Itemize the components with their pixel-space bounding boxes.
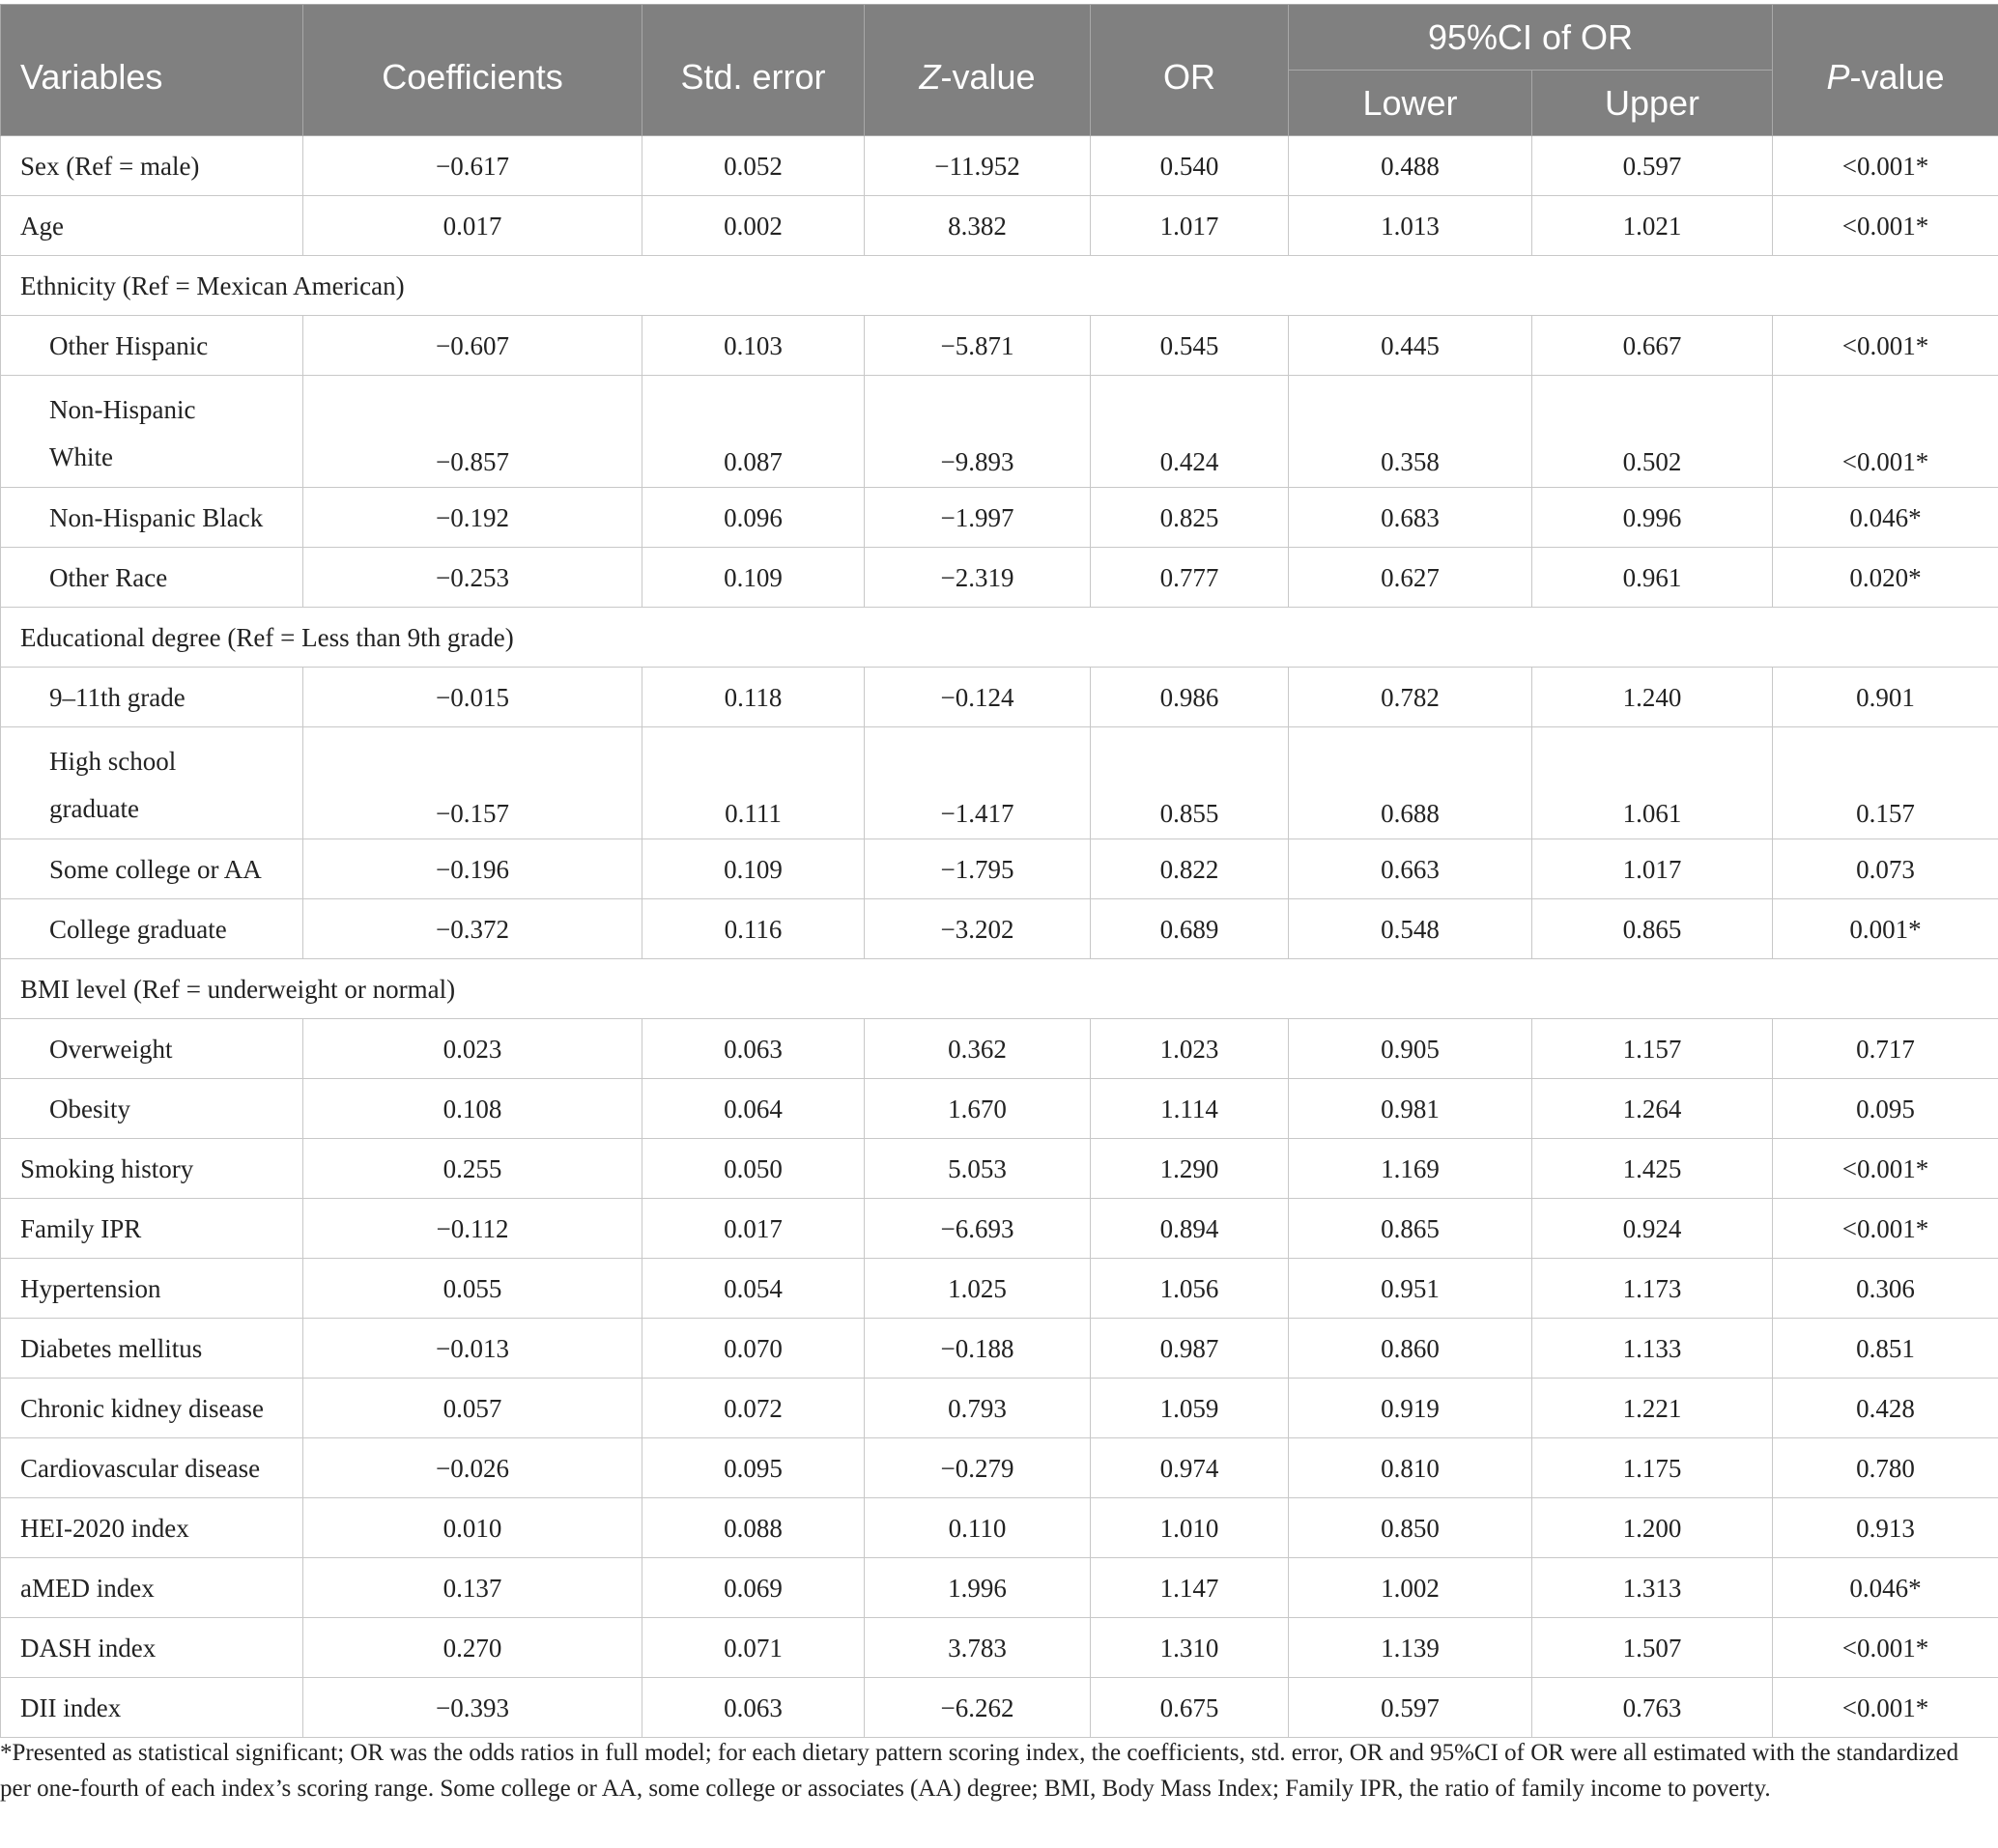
std-error-cell: 0.054 — [642, 1259, 865, 1319]
table-row — [1, 548, 1998, 608]
ci-lower-cell: 0.782 — [1289, 668, 1532, 727]
table-body — [1, 136, 1998, 1738]
z-value-cell: −2.319 — [865, 548, 1091, 608]
variable-label-line1: High school — [49, 747, 177, 776]
coefficient-cell: −0.192 — [303, 488, 642, 548]
variable-label: Family IPR — [1, 1199, 303, 1259]
p-value-cell: <0.001* — [1773, 1618, 1998, 1678]
std-error-cell: 0.063 — [642, 1678, 865, 1738]
or-cell: 0.689 — [1091, 899, 1289, 959]
ci-upper-cell: 1.313 — [1532, 1558, 1773, 1618]
coefficient-cell: −0.196 — [303, 839, 642, 899]
table-row — [1, 899, 1998, 959]
table-row — [1, 488, 1998, 548]
p-value-cell: 0.851 — [1773, 1319, 1998, 1379]
table-row — [1, 1379, 1998, 1438]
std-error-cell: 0.096 — [642, 488, 865, 548]
std-error-cell: 0.063 — [642, 1019, 865, 1079]
z-value-cell: −11.952 — [865, 136, 1091, 196]
p-value-cell: <0.001* — [1773, 196, 1998, 256]
std-error-cell: 0.002 — [642, 196, 865, 256]
coefficient-cell: 0.270 — [303, 1618, 642, 1678]
ci-lower-cell: 0.548 — [1289, 899, 1532, 959]
or-cell: 1.310 — [1091, 1618, 1289, 1678]
or-cell: 0.424 — [1091, 376, 1289, 488]
ci-upper-cell: 0.961 — [1532, 548, 1773, 608]
p-rest: -value — [1849, 56, 1945, 97]
category-label: BMI level (Ref = underweight or normal) — [1, 959, 1998, 1019]
ci-upper-cell: 1.061 — [1532, 727, 1773, 839]
z-value-cell: 5.053 — [865, 1139, 1091, 1199]
ci-upper-cell: 1.021 — [1532, 196, 1773, 256]
coefficient-cell: −0.617 — [303, 136, 642, 196]
ci-upper-cell: 0.667 — [1532, 316, 1773, 376]
z-value-cell: 1.670 — [865, 1079, 1091, 1139]
table-row — [1, 1678, 1998, 1738]
coefficient-cell: −0.112 — [303, 1199, 642, 1259]
z-value-cell: −3.202 — [865, 899, 1091, 959]
z-value-cell: 1.025 — [865, 1259, 1091, 1319]
z-value-cell: −0.279 — [865, 1438, 1091, 1498]
or-cell: 0.894 — [1091, 1199, 1289, 1259]
header-p-value — [1773, 5, 1998, 136]
ci-upper-cell: 0.502 — [1532, 376, 1773, 488]
z-value-cell: −9.893 — [865, 376, 1091, 488]
ci-upper-cell: 0.597 — [1532, 136, 1773, 196]
std-error-cell: 0.017 — [642, 1199, 865, 1259]
variable-label — [1, 376, 303, 488]
p-value-cell: 0.901 — [1773, 668, 1998, 727]
ci-lower-cell: 0.850 — [1289, 1498, 1532, 1558]
footnote: *Presented as statistical significant; OR was the odds ratios in full model; for each dietary pattern scoring index, the coefficients, std. error, OR and 95%CI of OR were all estimated with the standardized per one-fourth of each index’s scoring range. Some college or AA, some college or associates (AA) degree; BMI, Body Mass Index; Family IPR, the ratio of family income to poverty. — [0, 1740, 1959, 1802]
ci-upper-cell: 0.763 — [1532, 1678, 1773, 1738]
ci-lower-cell: 0.951 — [1289, 1259, 1532, 1319]
z-value-cell: −6.693 — [865, 1199, 1091, 1259]
variable-label: HEI-2020 index — [1, 1498, 303, 1558]
variable-label: Chronic kidney disease — [1, 1379, 303, 1438]
ci-lower-cell: 0.981 — [1289, 1079, 1532, 1139]
ci-upper-cell: 1.157 — [1532, 1019, 1773, 1079]
z-value-cell: 0.110 — [865, 1498, 1091, 1558]
p-value-cell: 0.001* — [1773, 899, 1998, 959]
or-cell: 0.545 — [1091, 316, 1289, 376]
ci-lower-cell: 1.013 — [1289, 196, 1532, 256]
table-row — [1, 1319, 1998, 1379]
or-cell: 0.986 — [1091, 668, 1289, 727]
variable-label: aMED index — [1, 1558, 303, 1618]
variable-label: DII index — [1, 1678, 303, 1738]
coefficient-cell: −0.015 — [303, 668, 642, 727]
ci-upper-cell: 1.200 — [1532, 1498, 1773, 1558]
ci-upper-cell: 1.175 — [1532, 1438, 1773, 1498]
table-row — [1, 727, 1998, 839]
ci-lower-cell: 0.860 — [1289, 1319, 1532, 1379]
variable-label-line2: graduate — [49, 794, 139, 823]
std-error-cell: 0.118 — [642, 668, 865, 727]
std-error-cell: 0.064 — [642, 1079, 865, 1139]
coefficient-cell: −0.026 — [303, 1438, 642, 1498]
header-upper: Upper — [1532, 71, 1773, 136]
std-error-cell: 0.109 — [642, 548, 865, 608]
z-value-cell: −1.417 — [865, 727, 1091, 839]
variable-label: Age — [1, 196, 303, 256]
std-error-cell: 0.111 — [642, 727, 865, 839]
ci-lower-cell: 0.358 — [1289, 376, 1532, 488]
variable-label-line1: Non-Hispanic — [49, 395, 196, 424]
coefficient-cell: 0.023 — [303, 1019, 642, 1079]
variable-label: DASH index — [1, 1618, 303, 1678]
z-value-cell: 0.362 — [865, 1019, 1091, 1079]
ci-lower-cell: 0.597 — [1289, 1678, 1532, 1738]
std-error-cell: 0.109 — [642, 839, 865, 899]
std-error-cell: 0.116 — [642, 899, 865, 959]
ci-lower-cell: 0.627 — [1289, 548, 1532, 608]
p-value-cell: 0.046* — [1773, 1558, 1998, 1618]
p-value-cell: 0.157 — [1773, 727, 1998, 839]
std-error-cell: 0.052 — [642, 136, 865, 196]
or-cell: 0.825 — [1091, 488, 1289, 548]
p-value-cell: <0.001* — [1773, 1678, 1998, 1738]
ci-upper-cell: 1.507 — [1532, 1618, 1773, 1678]
variable-label: Smoking history — [1, 1139, 303, 1199]
coefficient-cell: 0.255 — [303, 1139, 642, 1199]
variable-label: Other Hispanic — [1, 316, 303, 376]
coefficient-cell: −0.607 — [303, 316, 642, 376]
coefficient-cell: 0.057 — [303, 1379, 642, 1438]
variable-label: Diabetes mellitus — [1, 1319, 303, 1379]
ci-lower-cell: 0.905 — [1289, 1019, 1532, 1079]
std-error-cell: 0.095 — [642, 1438, 865, 1498]
table-row — [1, 1259, 1998, 1319]
ci-lower-cell: 0.445 — [1289, 316, 1532, 376]
ci-lower-cell: 0.865 — [1289, 1199, 1532, 1259]
table-row — [1, 136, 1998, 196]
p-value-cell: 0.428 — [1773, 1379, 1998, 1438]
or-cell: 1.023 — [1091, 1019, 1289, 1079]
header-std-error: Std. error — [642, 5, 865, 136]
p-value-cell: 0.046* — [1773, 488, 1998, 548]
std-error-cell: 0.050 — [642, 1139, 865, 1199]
p-value-cell: 0.095 — [1773, 1079, 1998, 1139]
ci-lower-cell: 0.683 — [1289, 488, 1532, 548]
ci-lower-cell: 0.810 — [1289, 1438, 1532, 1498]
or-cell: 0.987 — [1091, 1319, 1289, 1379]
p-value-cell: 0.780 — [1773, 1438, 1998, 1498]
std-error-cell: 0.071 — [642, 1618, 865, 1678]
category-label: Educational degree (Ref = Less than 9th grade) — [1, 608, 1998, 668]
ci-upper-cell: 1.425 — [1532, 1139, 1773, 1199]
p-value-cell: 0.306 — [1773, 1259, 1998, 1319]
z-value-cell: 0.793 — [865, 1379, 1091, 1438]
or-cell: 1.059 — [1091, 1379, 1289, 1438]
or-cell: 0.974 — [1091, 1438, 1289, 1498]
ci-upper-cell: 1.221 — [1532, 1379, 1773, 1438]
p-value-cell: <0.001* — [1773, 316, 1998, 376]
ci-lower-cell: 0.663 — [1289, 839, 1532, 899]
table-row — [1, 1438, 1998, 1498]
z-value-cell: −0.124 — [865, 668, 1091, 727]
std-error-cell: 0.069 — [642, 1558, 865, 1618]
ci-upper-cell: 1.017 — [1532, 839, 1773, 899]
header-z-value — [865, 5, 1091, 136]
std-error-cell: 0.072 — [642, 1379, 865, 1438]
std-error-cell: 0.103 — [642, 316, 865, 376]
or-cell: 1.114 — [1091, 1079, 1289, 1139]
category-label: Ethnicity (Ref = Mexican American) — [1, 256, 1998, 316]
table-row — [1, 1199, 1998, 1259]
or-cell: 1.010 — [1091, 1498, 1289, 1558]
std-error-cell: 0.088 — [642, 1498, 865, 1558]
z-value-cell: −5.871 — [865, 316, 1091, 376]
ci-upper-cell: 0.865 — [1532, 899, 1773, 959]
ci-upper-cell: 1.264 — [1532, 1079, 1773, 1139]
table-row — [1, 839, 1998, 899]
ci-lower-cell: 0.919 — [1289, 1379, 1532, 1438]
variable-label: Hypertension — [1, 1259, 303, 1319]
or-cell: 0.855 — [1091, 727, 1289, 839]
table-row — [1, 316, 1998, 376]
variable-label: Obesity — [1, 1079, 303, 1139]
variable-label: Other Race — [1, 548, 303, 608]
or-cell: 1.147 — [1091, 1558, 1289, 1618]
table-row — [1, 196, 1998, 256]
coefficient-cell: 0.055 — [303, 1259, 642, 1319]
variable-label: 9–11th grade — [1, 668, 303, 727]
p-value-cell: 0.717 — [1773, 1019, 1998, 1079]
p-value-cell: <0.001* — [1773, 1139, 1998, 1199]
or-cell: 1.290 — [1091, 1139, 1289, 1199]
table-row — [1, 1618, 1998, 1678]
coefficient-cell: 0.108 — [303, 1079, 642, 1139]
variable-label-line2: White — [49, 442, 113, 471]
p-value-cell: 0.073 — [1773, 839, 1998, 899]
z-value-cell: 8.382 — [865, 196, 1091, 256]
variable-label: Sex (Ref = male) — [1, 136, 303, 196]
regression-table — [0, 4, 1998, 1738]
z-value-cell: −6.262 — [865, 1678, 1091, 1738]
ci-upper-cell: 1.133 — [1532, 1319, 1773, 1379]
coefficient-cell: 0.017 — [303, 196, 642, 256]
table-header — [1, 5, 1998, 136]
ci-upper-cell: 0.924 — [1532, 1199, 1773, 1259]
table-row — [1, 959, 1998, 1019]
table-container — [0, 4, 1998, 1738]
table-row — [1, 256, 1998, 316]
coefficient-cell: 0.010 — [303, 1498, 642, 1558]
coefficient-cell: −0.157 — [303, 727, 642, 839]
z-value-cell: 1.996 — [865, 1558, 1091, 1618]
or-cell: 1.017 — [1091, 196, 1289, 256]
z-value-cell: −1.795 — [865, 839, 1091, 899]
or-cell: 0.777 — [1091, 548, 1289, 608]
or-cell: 0.540 — [1091, 136, 1289, 196]
coefficient-cell: −0.253 — [303, 548, 642, 608]
p-italic: P — [1826, 56, 1850, 97]
variable-label: Non-Hispanic Black — [1, 488, 303, 548]
p-value-cell: 0.020* — [1773, 548, 1998, 608]
ci-lower-cell: 1.002 — [1289, 1558, 1532, 1618]
table-row — [1, 1079, 1998, 1139]
variable-label — [1, 727, 303, 839]
variable-label: Cardiovascular disease — [1, 1438, 303, 1498]
variable-label: Overweight — [1, 1019, 303, 1079]
table-row — [1, 1558, 1998, 1618]
coefficient-cell: −0.372 — [303, 899, 642, 959]
table-row — [1, 1019, 1998, 1079]
p-value-cell: <0.001* — [1773, 136, 1998, 196]
coefficient-cell: −0.393 — [303, 1678, 642, 1738]
table-row — [1, 1139, 1998, 1199]
header-coefficients: Coefficients — [303, 5, 642, 136]
ci-lower-cell: 0.488 — [1289, 136, 1532, 196]
variable-label: College graduate — [1, 899, 303, 959]
variable-label: Some college or AA — [1, 839, 303, 899]
ci-upper-cell: 1.240 — [1532, 668, 1773, 727]
or-cell: 0.675 — [1091, 1678, 1289, 1738]
header-or: OR — [1091, 5, 1289, 136]
or-cell: 0.822 — [1091, 839, 1289, 899]
coefficient-cell: −0.013 — [303, 1319, 642, 1379]
table-row — [1, 1498, 1998, 1558]
ci-lower-cell: 0.688 — [1289, 727, 1532, 839]
std-error-cell: 0.070 — [642, 1319, 865, 1379]
header-lower: Lower — [1289, 71, 1532, 136]
ci-upper-cell: 1.173 — [1532, 1259, 1773, 1319]
coefficient-cell: 0.137 — [303, 1558, 642, 1618]
z-italic: Z — [919, 56, 941, 97]
ci-upper-cell: 0.996 — [1532, 488, 1773, 548]
z-value-cell: −0.188 — [865, 1319, 1091, 1379]
or-cell: 1.056 — [1091, 1259, 1289, 1319]
header-ci: 95%CI of OR — [1289, 5, 1773, 71]
ci-lower-cell: 1.169 — [1289, 1139, 1532, 1199]
table-row — [1, 608, 1998, 668]
p-value-cell: <0.001* — [1773, 1199, 1998, 1259]
p-value-cell: <0.001* — [1773, 376, 1998, 488]
header-variables: Variables — [1, 5, 303, 136]
z-rest: -value — [940, 56, 1036, 97]
z-value-cell: 3.783 — [865, 1618, 1091, 1678]
coefficient-cell: −0.857 — [303, 376, 642, 488]
p-value-cell: 0.913 — [1773, 1498, 1998, 1558]
std-error-cell: 0.087 — [642, 376, 865, 488]
table-row — [1, 668, 1998, 727]
ci-lower-cell: 1.139 — [1289, 1618, 1532, 1678]
table-row — [1, 376, 1998, 488]
z-value-cell: −1.997 — [865, 488, 1091, 548]
